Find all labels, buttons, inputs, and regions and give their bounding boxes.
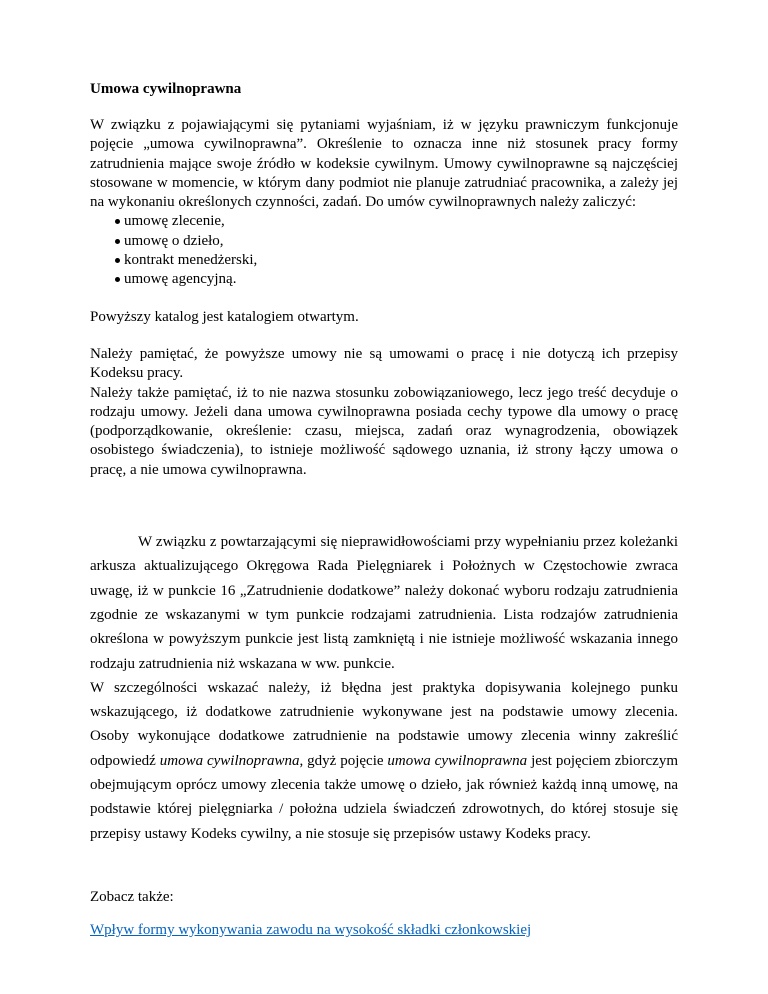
labor-code-note: Należy pamiętać, że powyższe umowy nie są umowami o pracę i nie dotyczą ich przepisy Kodeksu pracy. (90, 345, 678, 382)
bullet-icon (115, 258, 120, 263)
emphasis-term: umowa cywilnoprawna (387, 752, 528, 769)
see-also-label: Zobacz także: (90, 888, 174, 905)
practice-paragraph: W szczególności wskazać należy, iż błędna jest praktyka dopisywania kolejnego punku wskazującego, iż dodatkowe zatrudnienie wykonywane jest na podstawie umowy zlecenia. Osoby wykonujące dodatkowe zatrudnienie na podstawie umowy zlecenia winny zakreślić odpowiedź umowa cywilnoprawna, gdyż pojęcie umowa cywilnoprawna jest pojęciem zbiorczym obejmującym oprócz umowy zlecenia także umowę o dzieło, jak również każdą inną umowę, na podstawie której pielęgniarka / położna udziela świadczeń zdrowotnych, do której stosuje się przepisy ustawy Kodeks cywilny, a nie stosuje się przepisów ustawy Kodeks pracy. (90, 679, 678, 842)
bullet-icon (115, 239, 120, 244)
contract-types-list (90, 212, 678, 289)
bullet-icon (115, 277, 120, 282)
employment-form-section (90, 530, 678, 846)
form-point-16-paragraph: W związku z powtarzającymi się nieprawidłowościami przy wypełnianiu przez koleżanki arkusza aktualizującego Okręgowa Rada Pielęgniarek i Położnych w Częstochowie zwraca uwagę, iż w punkcie 16 „Zatrudnienie dodatkowe” należy dokonać wyboru rodzaju zatrudnienia zgodnie ze wskazanymi w tym punkcie rodzajami zatrudnienia. Lista rodzajów zatrudnienia określona w powyższym punkcie jest listą zamkniętą i nie istnieje możliwość wskazania innego rodzaju zatrudnienia niż wskazana w ww. punkcie. (90, 534, 678, 672)
catalog-note: Powyższy katalog jest katalogiem otwartym. (90, 308, 359, 325)
bullet-icon (115, 219, 120, 224)
see-also-link[interactable]: Wpływ formy wykonywania zawodu na wysokość składki członkowskiej (90, 921, 532, 938)
list-item: umowę agencyjną. (90, 270, 678, 289)
document-page (90, 80, 678, 939)
contract-content-note: Należy także pamiętać, iż to nie nazwa stosunku zobowiązaniowego, lecz jego treść decyduje o rodzaju umowy. Jeżeli dana umowa cywilnoprawna posiada cechy typowe dla umowy o pracę (podporządkowanie, określenie: czasu, miejsca, zadań oraz wynagrodzenia, obowiązek osobistego świadczenia), to istnieje możliwość sądowego uznania, iż strony łączy umowa o pracę, a nie umowa cywilnoprawna. (90, 384, 678, 478)
intro-paragraph: W związku z pojawiającymi się pytaniami wyjaśniam, iż w języku prawniczym funkcjonuje pojęcie „umowa cywilnoprawna”. Określenie to oznacza inne niż stosunek pracy formy zatrudnienia mające swoje źródło w kodeksie cywilnym. Umowy cywilnoprawne są najczęściej stosowane w momencie, w którym dany podmiot nie planuje zatrudniać pracownika, a zależy jej na wykonaniu określonych czynności, zadań. Do umów cywilnoprawnych należy zaliczyć: (90, 117, 678, 211)
list-item: kontrakt menedżerski, (90, 251, 678, 270)
emphasis-term: umowa cywilnoprawna (159, 752, 300, 769)
list-item: umowę zlecenie, (90, 212, 678, 231)
document-title: Umowa cywilnoprawna (90, 81, 242, 97)
list-item: umowę o dzieło, (90, 232, 678, 251)
